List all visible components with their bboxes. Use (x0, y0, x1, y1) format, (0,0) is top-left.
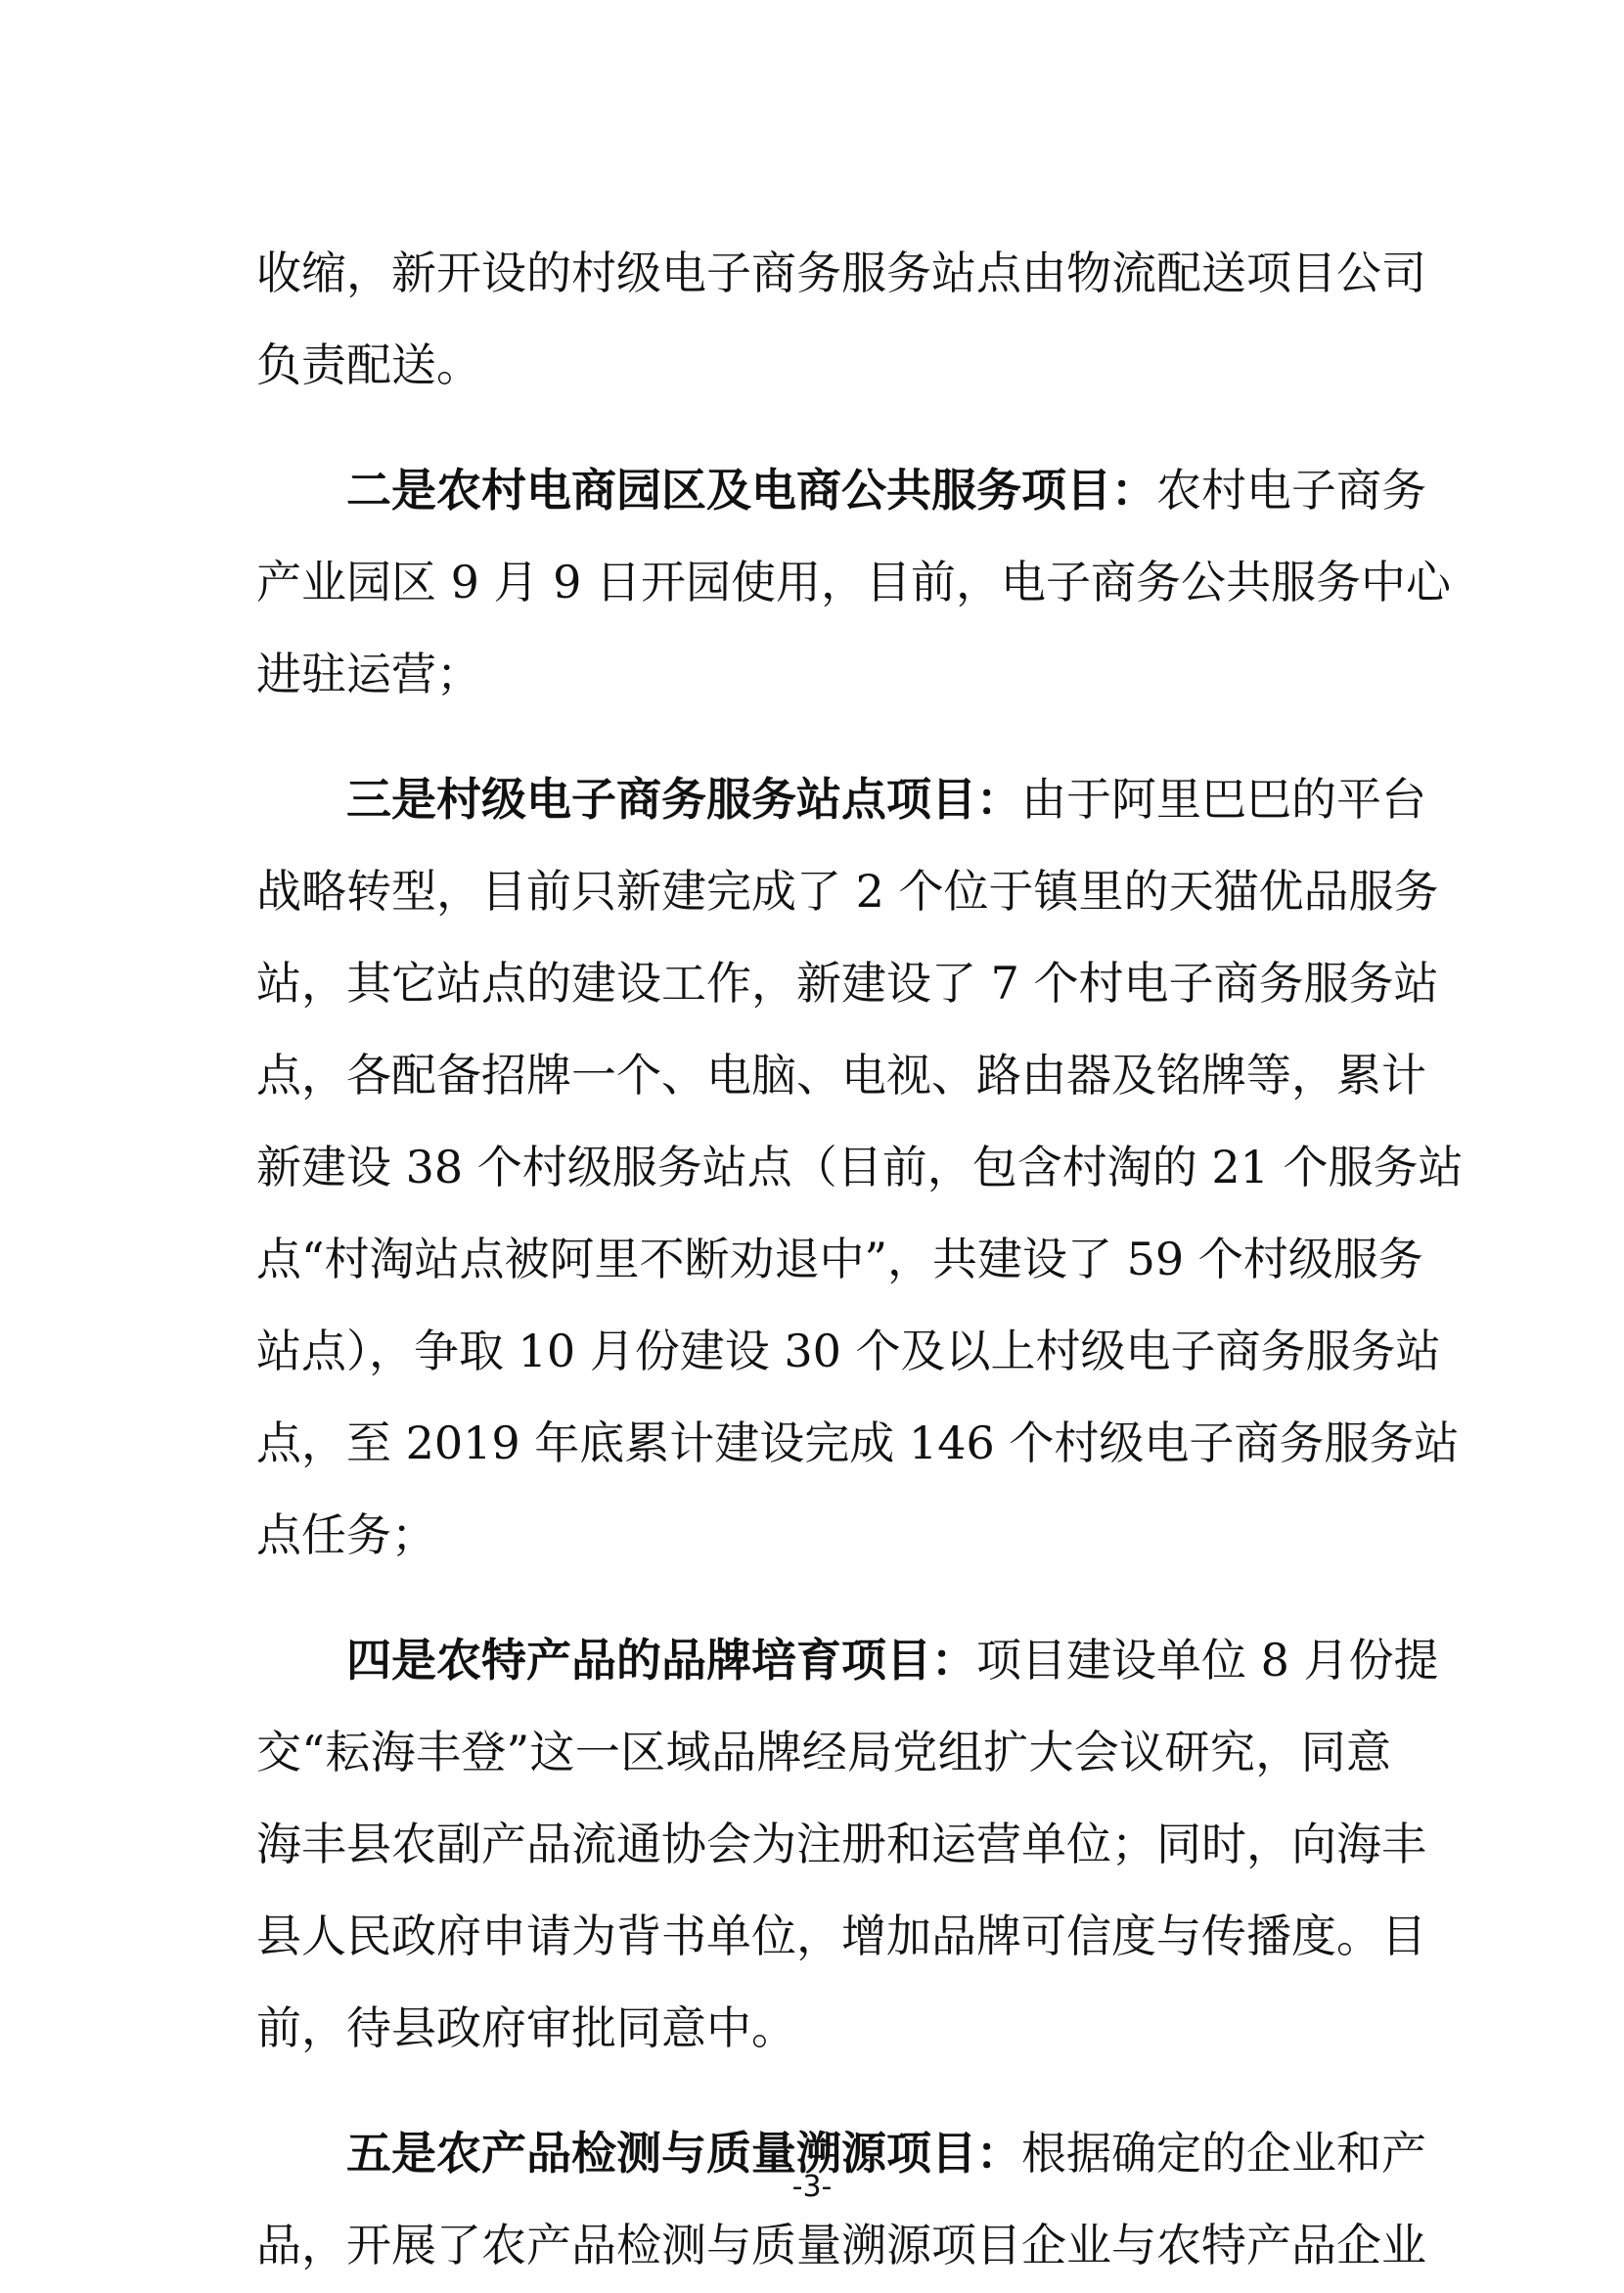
paragraph-first-line (256, 444, 1426, 536)
paragraph-line: 进驻运营； (256, 648, 481, 700)
document-body (256, 227, 1464, 2291)
paragraph-text: 项目建设单位 8 月份提 (976, 1634, 1439, 1686)
paragraph-gap (256, 411, 1391, 444)
paragraph-heading: 二是农村电商园区及电商公共服务项目： (346, 464, 1156, 517)
page-number: -3- (791, 2170, 833, 2204)
paragraph-line: 点，各配备招牌一个、电脑、电视、路由器及铭牌等，累计 (256, 1049, 1426, 1102)
paragraph-line: 战略转型，目前只新建完成了 2 个位于镇里的天猫优品服务 (256, 865, 1439, 918)
paragraph-line: 站，其它站点的建设工作，新建设了 7 个村电子商务服务站 (256, 957, 1439, 1010)
paragraph-line: 海丰县农副产品流通协会为注册和运营单位；同时，向海丰 (256, 1818, 1426, 1870)
paragraph-line: 点任务； (256, 1508, 436, 1561)
paragraph-line: 点“村淘站点被阿里不断劝退中”，共建设了 59 个村级服务 (256, 1233, 1423, 1285)
paragraph-text: 根据确定的企业和产 (1021, 2127, 1426, 2180)
paragraph-line: 前，待县政府审批同意中。 (256, 2001, 796, 2054)
paragraph-gap (256, 2074, 1391, 2107)
paragraph-line: 产业园区 9 月 9 日开园使用，目前，电子商务公共服务中心 (256, 556, 1452, 608)
paragraph-line: 县人民政府申请为背书单位，增加品牌可信度与传播度。目 (256, 1910, 1426, 1962)
paragraph-first-line (256, 1614, 1439, 1706)
paragraph-gap (256, 1581, 1391, 1614)
paragraph-line: 负责配送。 (256, 338, 481, 391)
paragraph-first-line (256, 753, 1426, 845)
paragraph-line: 品，开展了农产品检测与质量溯源项目企业与农特产品企业 (256, 2219, 1426, 2271)
paragraph-heading: 三是村级电子商务服务站点项目： (346, 773, 1021, 826)
paragraph-text: 由于阿里巴巴的平台 (1021, 773, 1426, 826)
paragraph-heading: 五是农产品检测与质量溯源项目： (346, 2127, 1021, 2180)
paragraph-line: 交“耘海丰登”这一区域品牌经局党组扩大会议研究，同意 (256, 1726, 1391, 1778)
paragraph-gap (256, 720, 1391, 753)
paragraph-line: 点，至 2019 年底累计建设完成 146 个村级电子商务服务站 (256, 1416, 1460, 1469)
paragraph-line: 收缩，新开设的村级电子商务服务站点由物流配送项目公司 (256, 247, 1426, 299)
paragraph-line: 站点），争取 10 月份建设 30 个及以上村级电子商务服务站 (256, 1325, 1441, 1377)
paragraph-text: 农村电子商务 (1156, 464, 1426, 517)
paragraph-heading: 四是农特产品的品牌培育项目： (346, 1634, 976, 1686)
paragraph-line: 新建设 38 个村级服务站点（目前，包含村淘的 21 个服务站 (256, 1141, 1464, 1193)
